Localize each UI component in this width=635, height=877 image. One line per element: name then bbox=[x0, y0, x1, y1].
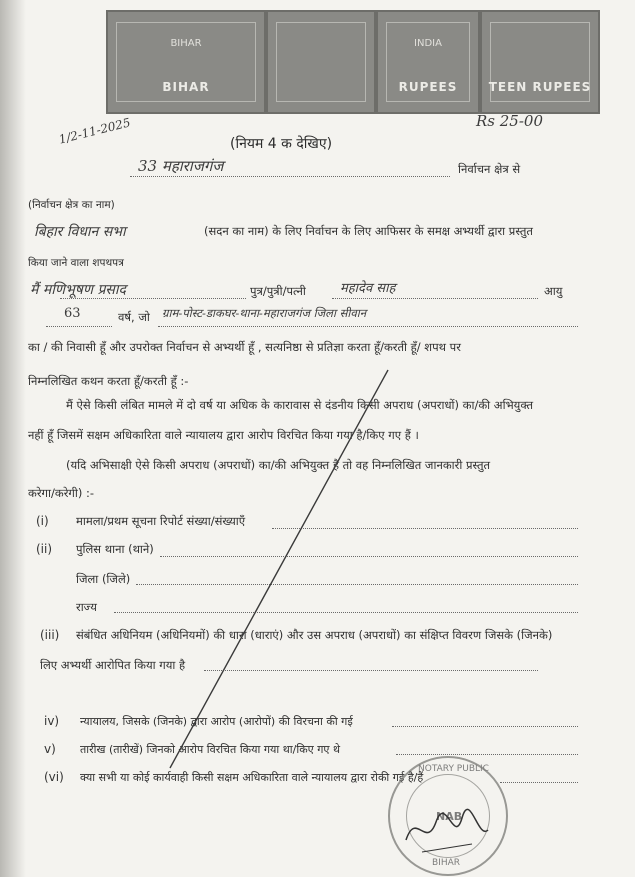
stamp-value: Rs 25-00 bbox=[476, 112, 544, 130]
house-handwritten: बिहार विधान सभा bbox=[34, 224, 126, 240]
statement-line: निम्नलिखित कथन करता हूँ/करती हूँ :- bbox=[28, 374, 189, 388]
item-2-num: (ii) bbox=[36, 542, 53, 556]
affidavit-line: किया जाने वाला शपथपत्र bbox=[28, 257, 124, 269]
item-1-label: मामला/प्रथम सूचना रिपोर्ट संख्या/संख्याएँ bbox=[76, 514, 246, 528]
item-6-label: क्या सभी या कोई कार्यवाही किसी सक्षम अधिकारिता वाले न्यायालय द्वारा रोकी गई है/हैं bbox=[80, 771, 424, 784]
constituency-suffix: निर्वाचन क्षेत्र से bbox=[458, 162, 521, 176]
stamp-1-top: BIHAR bbox=[170, 38, 202, 49]
stamp-3-top: INDIA bbox=[414, 38, 442, 49]
constituency-label: (निर्वाचन क्षेत्र का नाम) bbox=[28, 199, 115, 211]
stamp-1-text: BIHAR bbox=[162, 80, 210, 94]
notary-signature bbox=[402, 800, 492, 860]
district-label: जिला (जिले) bbox=[76, 572, 131, 586]
handwritten-date: 1/2-11-2025 bbox=[57, 115, 132, 147]
seal-bottom-text: BIHAR bbox=[432, 858, 461, 868]
para2-line2: करेगा/करेगी) :- bbox=[28, 486, 95, 500]
item-6-num: (vi) bbox=[44, 770, 64, 784]
item-1-num: (i) bbox=[36, 514, 49, 528]
age-label: आयु bbox=[544, 284, 563, 298]
stamp-3-text: RUPEES bbox=[398, 80, 458, 94]
address-prefix: वर्ष, जो bbox=[118, 310, 150, 324]
seal-mid-text: NAB bbox=[436, 810, 463, 823]
stamp-4-text: TEEN RUPEES bbox=[488, 80, 592, 94]
para2-line1: (यदि अभिसाक्षी ऐसे किसी अपराध (अपराधों) का/की अभियुक्त है तो वह निम्नलिखित जानकारी प्रस्तुत bbox=[66, 458, 491, 472]
father-name: महादेव साह bbox=[340, 281, 396, 296]
deponent-name: मैं मणिभूषण प्रसाद bbox=[30, 282, 126, 298]
seal-top-text: NOTARY PUBLIC bbox=[418, 764, 489, 774]
form-title: (नियम 4 क देखिए) bbox=[230, 136, 333, 152]
item-5-num: v) bbox=[44, 742, 56, 756]
item-4-num: iv) bbox=[44, 714, 60, 728]
item-3-line2: लिए अभ्यर्थी आरोपित किया गया है bbox=[40, 658, 186, 672]
item-4-label: न्यायालय, जिसके (जिनके) द्वारा आरोप (आरोपों) की विरचना की गई bbox=[80, 715, 353, 728]
resident-line: का / की निवासी हूँ और उपरोक्त निर्वाचन से अभ्यर्थी हूँ , सत्यनिष्ठा से प्रतिज्ञा करता हूँ/करती हूँ/ शपथ पर bbox=[28, 340, 461, 354]
constituency-handwritten: 33 महाराजगंज bbox=[138, 157, 224, 175]
item-5-label: तारीख (तारीखें) जिनको आरोप विरचित किया गया था/किए गए थे bbox=[80, 743, 341, 756]
item-3-line1: संबंधित अधिनियम (अधिनियमों) की धारा (धाराएं) और उस अपराध (अपराधों) का संक्षिप्त विवरण जिसके (जिनके) bbox=[76, 628, 553, 642]
relation-label: पुत्र/पुत्री/पत्नी bbox=[250, 284, 306, 298]
house-text: (सदन का नाम) के लिए निर्वाचन के लिए आफिसर के समक्ष अभ्यर्थी द्वारा प्रस्तुत bbox=[204, 224, 533, 238]
address-handwritten: ग्राम-पोस्ट-डाकघर-थाना-महाराजगंज जिला सीवान bbox=[162, 306, 367, 320]
state-label: राज्य bbox=[76, 600, 97, 614]
item-3-num: (iii) bbox=[40, 628, 60, 642]
para1-line1: मैं ऐसे किसी लंबित मामले में दो वर्ष या अधिक के कारावास से दंडनीय किसी अपराध (अपराधों) का/की अभियुक्त bbox=[66, 398, 534, 412]
para1-line2: नहीं हूँ जिसमें सक्षम अधिकारिता वाले न्यायालय द्वारा आरोप विरचित किया गया है/किए गए हैं । bbox=[28, 428, 419, 442]
item-2-label: पुलिस थाना (थाने) bbox=[76, 542, 154, 556]
age-value: 63 bbox=[64, 306, 81, 321]
